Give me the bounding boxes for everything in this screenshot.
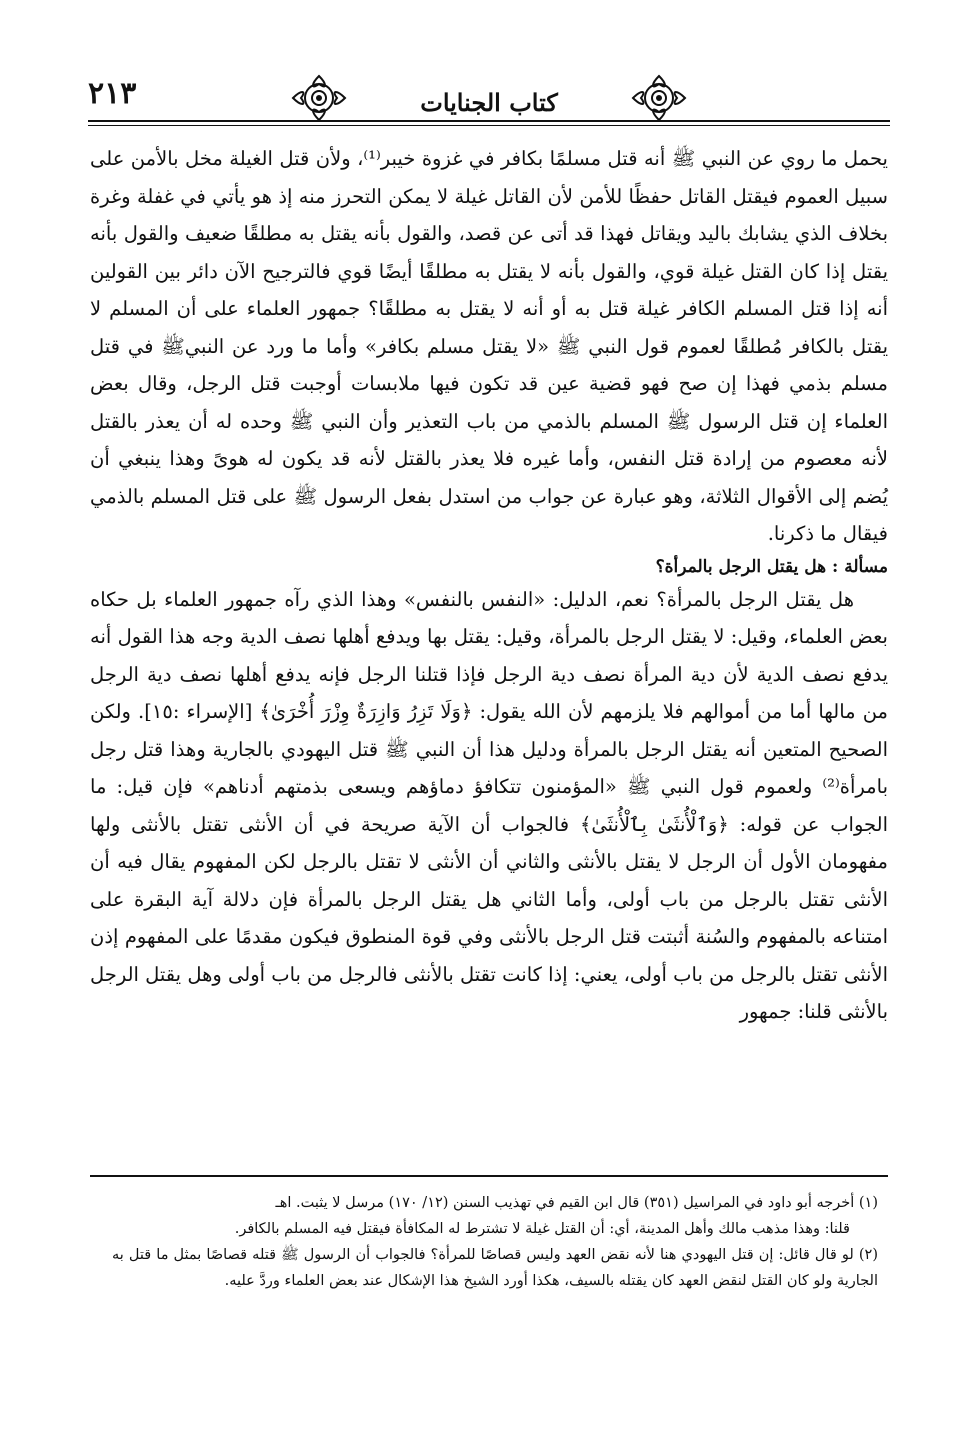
header-rule-thin bbox=[88, 125, 890, 126]
paragraph-2: هل يقتل الرجل بالمرأة؟ نعم، الدليل: «النفس بالنفس» وهذا الذي رآه جمهور العلماء بل حكاه بعض العلماء، وقيل: لا يقتل الرجل بالمرأة، وقيل: يقتل بها ويدفع أهلها نصف الدية وجه هذا القول أنه يدفع نصف الدية لأن دية المرأة نصف دية الرجل فإذا قتلنا الرجل فإنه يدفع أهلها نصف دية الرجل من مالها أما من أموالهم فلا يلزمهم لأن الله يقول: ﴿وَلَا تَزِرُ وَازِرَةٌ وِزْرَ أُخْرَىٰ﴾ [الإسراء :١٥]. ولكن الصحيح المتعين أنه يقتل الرجل بالمرأة ودليل هذا أن النبي ﷺ قتل اليهودي بالجارية وهذا قتل رجل بامرأة⁽²⁾ ولعموم قول النبي ﷺ «المؤمنون تتكافؤ دماؤهم ويسعى بذمتهم أدناهم» فإن قيل: ما الجواب عن قوله: ﴿وَٱلْأُنثَىٰ بِٱلْأُنثَىٰ﴾ فالجواب أن الآية صريحة في أن الأنثى تقتل بالأنثى ولها مفهومان الأول أن الرجل لا يقتل بالأنثى والثاني أن الأنثى لا تقتل بالرجل لكن المفهوم يقال فيه أن الأنثى تقتل بالرجل من باب أولى، وأما الثاني هل يقتل الرجل بالمرأة فإن دلالة آية البقرة على امتناعه بالمفهوم والسُنة أثبتت قتل الرجل بالأنثى وفي قوة المنطوق فيكون مقدمًا على المفهوم إذن الأنثى تقتل بالرجل من باب أولى، يعني: إذا كانت تقتل بالأنثى فالرجل من باب أولى وهل يقتل الرجل بالأنثى قلنا: جمهور bbox=[90, 587, 888, 1023]
running-title: كتاب الجنايات bbox=[420, 88, 558, 117]
floral-ornament-icon bbox=[623, 70, 695, 132]
page-header bbox=[88, 70, 890, 134]
header-rule bbox=[88, 120, 890, 122]
footnote-separator bbox=[90, 1175, 888, 1177]
paragraph-1: يحمل ما روي عن النبي ﷺ أنه قتل مسلمًا بكافر في غزوة خيبر⁽¹⁾، ولأن قتل الغيلة مخل بالأمن على سبيل العموم فيقتل القاتل حفظًا للأمن لأن القاتل غيلة لا يمكن التحرز منه إذ هو يأتي في غفلة وغرة بخلاف الذي يشابك باليد ويقاتل فهذا قد أتى عن قصد، والقول بأنه يقتل به مطلقًا ضعيف والقول بأنه يقتل إذا كان القتل غيلة قوي، والقول بأنه لا يقتل به مطلقًا أيضًا قوي فالترجيح الآن دائر بين القولين أنه إذا قتل المسلم الكافر غيلة قتل به أو أنه لا يقتل به مطلقًا؟ جمهور العلماء على أن المسلم لا يقتل بالكافر مُطلقًا لعموم قول النبي ﷺ «لا يقتل مسلم بكافر» وأما ما ورد عن النبيﷺ في قتل مسلم بذمي فهذا إن صح فهو قضية عين قد تكون فيها ملابسات أوجبت قتل الرجل، وقال بعض العلماء إن قتل الرسول ﷺ المسلم بالذمي من باب التعذير وأن النبي ﷺ وحده له أن يعذر بالقتل لأنه معصوم من إرادة قتل النفس، وأما غيره فلا يعذر بالقتل لأنه قد يكون له هوىً وهذا ينبغي أن يُضم إلى الأقوال الثلاثة، وهو عبارة عن جواب من استدل بفعل الرسول ﷺ على قتل المسلم بالذمي فيقال ما ذكرنا. bbox=[90, 147, 888, 545]
page-number: ٢١٣ bbox=[88, 76, 137, 111]
footnote-2: (٢) لو قال قائل: إن قتل اليهودي هنا لأنه نقض العهد وليس قصاصًا للمرأة؟ فالجواب أن الرسول ﷺ قتله قصاصًا بمثل ما قتل به الجارية ولو كان القتل لنقض العهد كان يقتله بالسيف، هكذا أورد الشيخ هذا الإشكال عند بعض العلماء وردَّ عليه. bbox=[112, 1247, 878, 1289]
main-text bbox=[90, 140, 888, 1031]
footnote-1-continuation: قلنا: وهذا مذهب مالك وأهل المدينة، أي: أن القتل غيلة لا تشترط له المكافأة فيقتل فيه المسلم بالكافر. bbox=[234, 1221, 850, 1237]
footnotes bbox=[112, 1190, 878, 1294]
issue-heading: مسألة : هل يقتل الرجل بالمرأة؟ bbox=[655, 556, 888, 577]
footnote-1: (١) أخرجه أبو داود في المراسيل (٣٥١) قال ابن القيم في تهذيب السنن (١٢/ ١٧٠) مرسل لا يثبت. اهـ bbox=[275, 1195, 878, 1211]
